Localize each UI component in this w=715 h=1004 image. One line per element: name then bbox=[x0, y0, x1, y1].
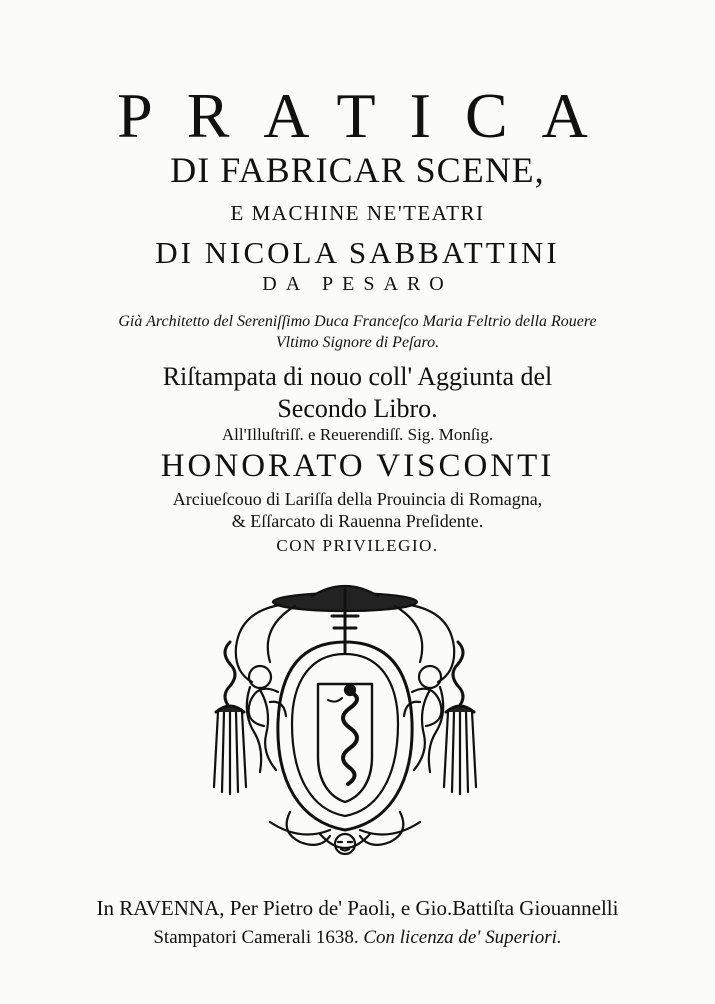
imprint-line-2 bbox=[0, 928, 715, 947]
author-origin: DA PESARO bbox=[262, 273, 453, 295]
reprint-note-2: Secondo Libro. bbox=[277, 394, 438, 423]
imprint-license: Con licenza de' Superiori. bbox=[363, 927, 562, 948]
book-title: PRATICA bbox=[117, 80, 622, 151]
reprint-note-1: Riſtampata di nouo coll' Aggiunta del bbox=[162, 362, 553, 391]
coat-of-arms-icon bbox=[200, 572, 490, 872]
patron-title-1: Arciueſcouo di Lariſſa della Prouincia di Romagna, bbox=[172, 489, 543, 509]
imprint-line-1: In RAVENNA, Per Pietro de' Paoli, e Gio.Battiſta Giouannelli bbox=[96, 896, 619, 920]
subtitle-line-1: DI FABRICAR SCENE, bbox=[170, 150, 545, 190]
author-description-1: Già Architetto del Sereniſſimo Duca Franceſco Maria Feltrio della Rouere bbox=[118, 313, 597, 330]
author-description-2: Vltimo Signore di Peſaro. bbox=[275, 334, 440, 351]
author-name: DI NICOLA SABBATTINI bbox=[155, 235, 560, 270]
patron-title-2: & Eſſarcato di Rauenna Preſidente. bbox=[231, 511, 484, 531]
imprint-printers-date: Stampatori Camerali 1638. bbox=[153, 927, 359, 948]
privilege-line: CON PRIVILEGIO. bbox=[276, 536, 439, 555]
dedication-line: All'Illuſtriſſ. e Reuerendiſſ. Sig. Monſig. bbox=[221, 425, 494, 444]
patron-name: HONORATO VISCONTI bbox=[160, 448, 555, 484]
subtitle-line-2: E MACHINE NE'TEATRI bbox=[230, 201, 485, 225]
